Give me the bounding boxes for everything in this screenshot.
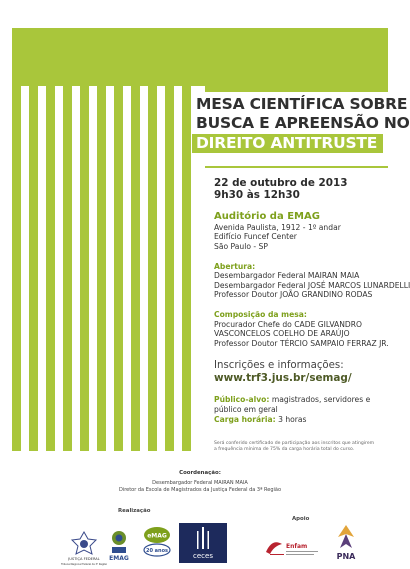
publico-alvo <box>214 395 390 424</box>
coordination-line-2: Diretor da Escola de Magistrados da Justiça Federal da 3ª Região <box>118 487 282 493</box>
realizacao-label: Realização <box>118 508 151 514</box>
event-date: 22 de outubro de 2013 <box>214 177 348 189</box>
emag20-logo-text: eMAG <box>147 532 167 540</box>
certificate-line-2: a frequência mínima de 75% da carga horária total do curso. <box>214 447 355 452</box>
venue-address-3: São Paulo - SP <box>214 242 268 251</box>
stripe <box>12 28 21 451</box>
event-title <box>196 95 410 153</box>
abertura-person: Desembargador Federal JOSÉ MARCOS LUNARDELLI <box>214 280 410 290</box>
carga-label: Carga horária: <box>214 414 276 424</box>
stripe <box>46 28 55 451</box>
emag20-logo-subtext: 20 anos <box>145 548 169 554</box>
carga-value: 3 horas <box>275 414 307 424</box>
composicao-person: VASCONCELOS COELHO DE ARAÚJO <box>214 329 350 339</box>
abertura-person: Professor Doutor JOÃO GRANDINO RODAS <box>214 290 373 300</box>
emag-logo-text: EMAG <box>109 555 129 562</box>
title-line-3: DIREITO ANTITRUSTE <box>192 134 383 153</box>
stripe <box>80 28 89 451</box>
apoio-label: Apoio <box>292 516 310 522</box>
publico-value-1: magistrados, servidores e <box>269 395 371 405</box>
title-line-1: MESA CIENTÍFICA SOBRE <box>196 95 408 113</box>
enfam-logo <box>262 530 322 562</box>
abertura-person: Desembargador Federal MAIRAN MAIA <box>214 271 360 281</box>
jf-logo-subtext: Tribunal Regional Federal da 3ª Região <box>60 563 108 566</box>
publico-label: Público-alvo: <box>214 395 270 405</box>
certificate-note <box>214 441 392 453</box>
stripe <box>63 28 72 451</box>
pna-logo <box>332 522 360 564</box>
stripe <box>97 28 106 451</box>
composicao-person: Professor Doutor TÉRCIO SAMPAIO FERRAZ JR. <box>214 338 389 348</box>
emag-20-anos-logo <box>141 525 173 559</box>
pna-logo-text: PNA <box>336 552 356 561</box>
stripe <box>148 28 157 451</box>
inscricoes-url[interactable]: www.trf3.jus.br/semag/ <box>214 372 352 385</box>
stripe <box>165 28 174 451</box>
venue-address-1: Avenida Paulista, 1912 - 1º andar <box>214 222 341 232</box>
enfam-logo-text: Enfam <box>286 543 308 550</box>
justica-federal-logo <box>60 529 108 567</box>
stripe <box>29 28 38 451</box>
publico-value-2: público em geral <box>214 404 278 414</box>
abertura-title: Abertura: <box>214 261 256 271</box>
coordination <box>0 470 400 494</box>
inscricoes-label: Inscrições e informações: <box>214 360 344 372</box>
stripe <box>131 28 140 451</box>
event-time: 9h30 às 12h30 <box>214 189 300 202</box>
emag-logo <box>106 527 132 565</box>
composicao-title: Composição da mesa: <box>214 309 307 319</box>
composicao-person: Procurador Chefe do CADE GILVANDRO <box>214 319 362 329</box>
stripe <box>182 28 191 451</box>
stripe <box>114 28 123 451</box>
title-line-2: BUSCA E APREENSÃO NO <box>196 114 410 132</box>
event-details <box>214 177 410 424</box>
certificate-line-1: Será conferido certificado de participação aos inscritos que atingirem <box>214 441 375 446</box>
vertical-stripes <box>12 28 197 451</box>
coordination-title: Coordenação: <box>179 470 221 476</box>
ceces-logo <box>179 523 227 563</box>
venue-name: Auditório da EMAG <box>214 210 320 222</box>
venue-address-2: Edifício Funcef Center <box>214 232 297 242</box>
coordination-line-1: Desembargador Federal MAIRAN MAIA <box>152 480 248 486</box>
ceces-logo-text: ceces <box>193 552 213 560</box>
jf-logo-text: JUSTIÇA FEDERAL <box>68 557 100 561</box>
